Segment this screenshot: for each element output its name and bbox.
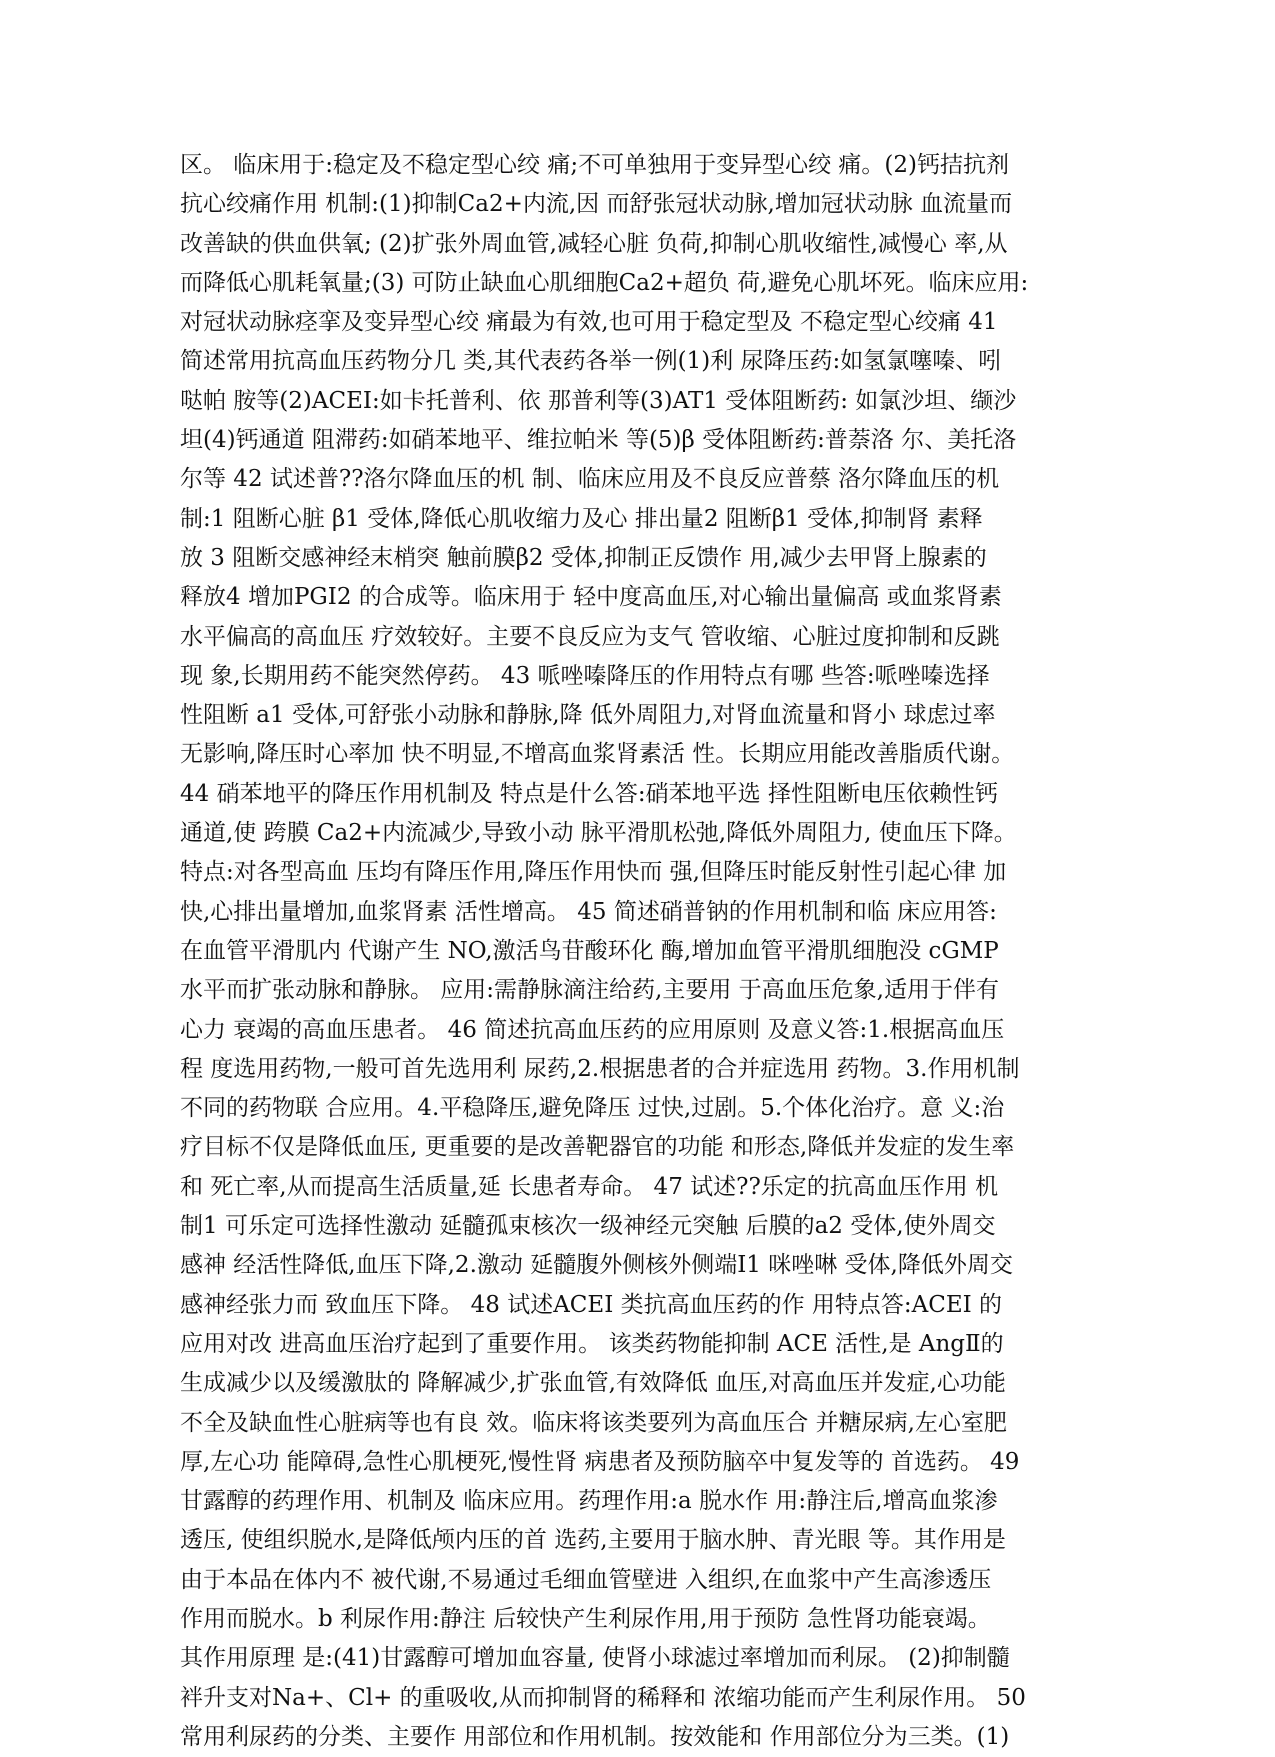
text-line: 感神经张力而 致血压下降。 48 试述ACEI 类抗高血压药的作 用特点答:ACEI 的 bbox=[180, 1291, 1003, 1318]
text-line: 袢升支对Na+、Cl+ 的重吸收,从而抑制肾的稀释和 浓缩功能而产生利尿作用。 50 bbox=[180, 1684, 1026, 1711]
text-line: 生成减少以及缓激肽的 降解减少,扩张血管,有效降低 血压,对高血压并发症,心功能 bbox=[180, 1370, 1006, 1397]
text-line: 对冠状动脉痉挛及变异型心绞 痛最为有效,也可用于稳定型及 不稳定型心绞痛 41 bbox=[180, 309, 998, 336]
text-line: 坦(4)钙通道 阻滞药:如硝苯地平、维拉帕米 等(5)β 受体阻断药:普萘洛 尔、美托洛 bbox=[180, 427, 1017, 454]
text-line: 在血管平滑肌内 代谢产生 NO,激活鸟苷酸环化 酶,增加血管平滑肌细胞没 cGMP bbox=[180, 937, 999, 964]
text-line: 制1 可乐定可选择性激动 延髓孤束核次一级神经元突触 后膜的a2 受体,使外周交 bbox=[180, 1213, 996, 1240]
text-line: 现 象,长期用药不能突然停药。 43 哌唑嗪降压的作用特点有哪 些答:哌唑嗪选择 bbox=[180, 662, 990, 689]
text-line: 和 死亡率,从而提高生活质量,延 长患者寿命。 47 试述??乐定的抗高血压作用 机 bbox=[180, 1173, 999, 1200]
text-line: 水平而扩张动脉和静脉。 应用:需静脉滴注给药,主要用 于高血压危象,适用于伴有 bbox=[180, 977, 999, 1004]
text-line: 甘露醇的药理作用、机制及 临床应用。药理作用:a 脱水作 用:静注后,增高血浆渗 bbox=[180, 1488, 998, 1515]
text-line: 透压, 使组织脱水,是降低颅内压的首 选药,主要用于脑水肿、青光眼 等。其作用是 bbox=[180, 1527, 1006, 1554]
text-line: 抗心绞痛作用 机制:(1)抑制Ca2+内流,因 而舒张冠状动脉,增加冠状动脉 血流量而 bbox=[180, 191, 1013, 218]
text-line: 作用而脱水。b 利尿作用:静注 后较快产生利尿作用,用于预防 急性肾功能衰竭。 bbox=[180, 1605, 991, 1632]
text-line: 由于本品在体内不 被代谢,不易通过毛细血管壁进 入组织,在血浆中产生高渗透压 bbox=[180, 1566, 992, 1593]
body-text bbox=[180, 146, 1060, 1757]
text-line: 区。 临床用于:稳定及不稳定型心绞 痛;不可单独用于变异型心绞 痛。(2)钙拮抗剂 bbox=[180, 152, 1010, 178]
text-line: 不全及缺血性心脏病等也有良 效。临床将该类要列为高血压合 并糖尿病,左心室肥 bbox=[180, 1409, 1007, 1436]
text-line: 44 硝苯地平的降压作用机制及 特点是什么答:硝苯地平选 择性阻断电压依赖性钙 bbox=[180, 780, 998, 807]
text-line: 改善缺的供血供氧; (2)扩张外周血管,减轻心脏 负荷,抑制心肌收缩性,减慢心 率,从 bbox=[180, 230, 1008, 257]
text-line: 厚,左心功 能障碍,急性心肌梗死,慢性肾 病患者及预防脑卒中复发等的 首选药。 49 bbox=[180, 1448, 1020, 1475]
text-line: 心力 衰竭的高血压患者。 46 简述抗高血压药的应用原则 及意义答:1.根据高血压 bbox=[180, 1016, 1005, 1043]
text-line: 感神 经活性降低,血压下降,2.激动 延髓腹外侧核外侧端I1 咪唑啉 受体,降低外周交 bbox=[180, 1252, 1013, 1279]
text-line: 尔等 42 试述普??洛尔降血压的机 制、临床应用及不良反应普蔡 洛尔降血压的机 bbox=[180, 466, 1000, 493]
text-line: 性阻断 a1 受体,可舒张小动脉和静脉,降 低外周阻力,对肾血流量和肾小 球虑过率 bbox=[180, 702, 996, 729]
text-line: 应用对改 进高血压治疗起到了重要作用。 该类药物能抑制 ACE 活性,是 AngⅡ的 bbox=[180, 1330, 1004, 1357]
text-line: 其作用原理 是:(41)甘露醇可增加血容量, 使肾小球滤过率增加而利尿。 (2)抑制髓 bbox=[180, 1645, 1010, 1672]
text-line: 通道,使 跨膜 Ca2+内流减少,导致小动 脉平滑肌松弛,降低外周阻力, 使血压下降。 bbox=[180, 820, 1017, 847]
text-line: 疗目标不仅是降低血压, 更重要的是改善靶器官的功能 和形态,降低并发症的发生率 bbox=[180, 1134, 1015, 1161]
text-line: 常用利尿药的分类、主要作 用部位和作用机制。按效能和 作用部位分为三类。(1) bbox=[180, 1723, 1010, 1750]
text-line: 制:1 阻断心脏 β1 受体,降低心肌收缩力及心 排出量2 阻断β1 受体,抑制肾 素释 bbox=[180, 505, 983, 532]
text-line: 简述常用抗高血压药物分几 类,其代表药各举一例(1)利 尿降压药:如氢氯噻嗪、吲 bbox=[180, 348, 1002, 375]
text-line: 快,心排出量增加,血浆肾素 活性增高。 45 简述硝普钠的作用机制和临 床应用答: bbox=[180, 898, 997, 925]
text-line: 释放4 增加PGI2 的合成等。临床用于 轻中度高血压,对心输出量偏高 或血浆肾素 bbox=[180, 584, 1002, 611]
text-line: 水平偏高的高血压 疗效较好。主要不良反应为支气 管收缩、心脏过度抑制和反跳 bbox=[180, 623, 1000, 650]
text-line: 无影响,降压时心率加 快不明显,不增高血浆肾素活 性。长期应用能改善脂质代谢。 bbox=[180, 741, 1015, 768]
text-line: 放 3 阻断交感神经末梢突 触前膜β2 受体,抑制正反馈作 用,减少去甲肾上腺素的 bbox=[180, 544, 987, 571]
text-line: 特点:对各型高血 压均有降压作用,降压作用快而 强,但降压时能反射性引起心律 加 bbox=[180, 859, 1007, 886]
text-line: 不同的药物联 合应用。4.平稳降压,避免降压 过快,过剧。5.个体化治疗。意 义:治 bbox=[180, 1095, 1005, 1122]
text-line: 程 度选用药物,一般可首先选用利 尿药,2.根据患者的合并症选用 药物。3.作用机制 bbox=[180, 1055, 1020, 1082]
text-line: 而降低心肌耗氧量;(3) 可防止缺血心肌细胞Ca2+超负 荷,避免心肌坏死。临床应用: bbox=[180, 269, 1029, 296]
text-line: 哒帕 胺等(2)ACEI:如卡托普利、依 那普利等(3)AT1 受体阻断药: 如氯沙坦、缬沙 bbox=[180, 387, 1017, 414]
